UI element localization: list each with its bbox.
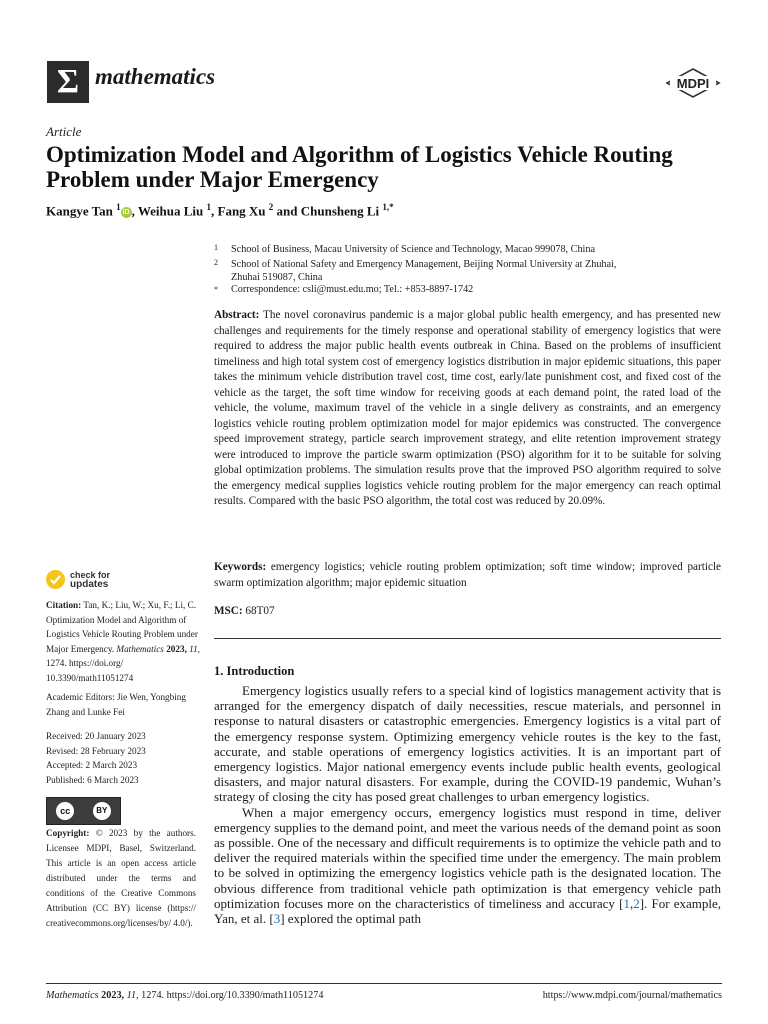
sigma-icon: Σ — [56, 63, 80, 100]
author-affil: 1,* — [382, 202, 394, 212]
citation-label: Citation: — [46, 600, 82, 610]
keywords — [214, 560, 721, 591]
abstract-label: Abstract: — [214, 309, 260, 321]
editors-label: Academic Editors: — [46, 692, 115, 702]
academic-editors — [46, 690, 201, 719]
author-list — [46, 202, 394, 219]
copyright-label: Copyright: — [46, 828, 90, 838]
author-name[interactable]: Kangye Tan — [46, 203, 113, 219]
editors-names: Jie Wen, Yongbing Zhang and Lunke Fei — [46, 692, 186, 717]
citation-text: Tan, K.; Liu, W.; Xu, F.; Li, C. Optimization Model and Algorithm of Logistics Vehicle Routing Problem under Major Emergency. — [46, 600, 198, 654]
citation-volume: 11, — [189, 643, 200, 654]
intro-paragraph-1: Emergency logistics usually refers to a special kind of logistics management activity that is arranged for the emergency dispatch of daily necessities, rescue materials, and personnel in response to natural disasters or catastrophic emergencies. Emergency logistics is a vital part of the emergency response system. Optimizing emergency vehicle routes is the key to the fast, accurate, and stable operations of emergency logistics activities. It is an important part of emergency logistics. Major national emergency events include public health events, geological disasters, and major natural disasters. For example, during the COVID-19 pandemic, Wuhan’s strategy of closing the city has posed great challenges to urban emergency logistics. — [214, 683, 721, 805]
msc — [214, 605, 275, 617]
footer-journal: Mathematics — [46, 990, 99, 1001]
revised-date: Revised: 28 February 2023 — [46, 745, 146, 756]
abstract-text: The novel coronavirus pandemic is a major global public health emergency, and has presented new challenges and requirements for the timely response and operational stability of emergency logistics that were required to address the major public health events outbreak in China. Based on the problems of insufficient timeliness and high total system cost of emergency logistics distribution in major epidemic situations, this paper takes the minimum vehicle distribution travel cost, time cost, early/late punishment cost, and fixed cost of the vehicle as the target, the soft time window for receiving goods at each demand point, the rated load of the vehicle, the volume, maximum travel of the vehicle in a single delivery as constraints, and an emergency logistics vehicle routing problem optimization model for major epidemics was constructed. The convergence speed improvement strategy, particle search improvement strategy, and elite retention improvement strategy were introduced to improve the particle swarm optimization (PSO) algorithm for it to be suitable for solving global optimization problems. The simulation results prove that the improved PSO algorithm required to solve the emergency medical supplies logistics vehicle routing problem for the major emergency can reach optimal results. Compared with the basic PSO algorithm, the total cost was reduced by 20.09%. — [214, 309, 721, 507]
author-name[interactable]: Weihua Liu — [137, 203, 204, 219]
footer-volume: 11, — [126, 990, 139, 1001]
citation-journal: Mathematics — [116, 643, 164, 654]
msc-label: MSC: — [214, 605, 243, 617]
author-affil: 1 — [206, 202, 211, 212]
received-date: Received: 20 January 2023 — [46, 731, 146, 741]
keywords-text: emergency logistics; vehicle routing problem optimization; soft time window; improved particle swarm optimization algorithm; major epidemic situation — [214, 561, 721, 589]
correspondence — [214, 283, 473, 296]
mdpi-logo — [665, 68, 721, 103]
affiliation-1 — [214, 243, 595, 256]
footer-journal-url[interactable]: https://www.mdpi.com/journal/mathematics — [542, 990, 722, 1001]
published-date: Published: 6 March 2023 — [46, 774, 139, 785]
author-sep: , — [211, 203, 218, 219]
footer-doi[interactable]: 1274. https://doi.org/10.3390/math11051274 — [141, 990, 324, 1001]
by-icon: BY — [93, 802, 111, 820]
intro-text: ] explored the optimal path — [280, 911, 421, 927]
keywords-label: Keywords: — [214, 561, 267, 573]
cc-icon: cc — [56, 802, 74, 820]
check-updates-icon — [46, 570, 65, 589]
correspondence-text: Correspondence: csli@must.edu.mo; Tel.: +853-8897-1742 — [231, 284, 474, 295]
mdpi-logo-icon — [665, 68, 721, 98]
affiliation-text: Zhuhai 519087, China — [231, 272, 323, 283]
abstract — [214, 308, 721, 510]
footer-year: 2023, — [101, 990, 125, 1001]
affiliation-number: 2 — [214, 258, 218, 267]
mdpi-logo-text: MDPI — [676, 76, 710, 91]
citation-link[interactable]: 3 — [273, 911, 281, 927]
intro-paragraph-2 — [214, 805, 721, 927]
affiliation-text: School of National Safety and Emergency Management, Beijing Normal University at Zhuhai, — [231, 259, 617, 270]
copyright-text: © 2023 by the authors. Licensee MDPI, Basel, Switzerland. This article is an open access article distributed under the terms and conditions of the Creative Commons Attribution (CC BY) license (https:// creativecommons.org/licenses/by/ 4.0/). — [46, 828, 196, 928]
citation-link[interactable]: 1 — [623, 895, 630, 911]
citation-year: 2023, — [166, 643, 187, 654]
intro-text: When a major emergency occurs, emergency logistics must respond in time, deliver emergency supplies to the demand point, and meet the various needs of the demand point as soon as possible. One of the necessary and difficult requirements is to optimize the vehicle path and to deliver the required materials within the specified time under the emergency. The main problem to be solved in optimizing the emergency logistics vehicle path is the designated location. The obvious difference from traditional vehicle path optimization is that emergency vehicle path optimization focuses more on the characteristics of timeliness and accuracy [ — [214, 804, 721, 911]
journal-logo — [47, 61, 89, 103]
copyright-block — [46, 826, 196, 931]
article-type: Article — [46, 124, 82, 139]
affiliation-2 — [214, 258, 616, 284]
msc-code: 68T07 — [245, 605, 275, 617]
footer-citation — [46, 990, 323, 1001]
author-name[interactable]: Chunsheng Li — [300, 203, 380, 219]
affiliation-number: * — [214, 285, 218, 294]
check-updates-line1: check for — [70, 569, 111, 580]
intro-text: , — [629, 895, 634, 911]
section-divider — [214, 638, 721, 639]
footer-divider — [46, 983, 722, 984]
intro-text: ]. For example, Yan, et al. [ — [214, 895, 722, 927]
introduction-body — [214, 683, 721, 926]
check-updates-line2: updates — [70, 578, 109, 590]
affiliation-number: 1 — [214, 243, 218, 252]
author-sep: , — [131, 203, 138, 219]
check-updates-label — [70, 571, 110, 589]
citation-link[interactable]: 2 — [633, 895, 640, 911]
affiliation-text: School of Business, Macau University of Science and Technology, Macao 999078, China — [231, 244, 595, 255]
author-name[interactable]: Fang Xu — [217, 203, 266, 219]
check-for-updates[interactable] — [46, 570, 110, 589]
citation-block — [46, 598, 201, 686]
citation-doi[interactable]: 1274. https://doi.org/ 10.3390/math11051274 — [46, 658, 134, 683]
article-title: Optimization Model and Algorithm of Logistics Vehicle Routing Problem under Major Emergency — [46, 142, 673, 192]
author-affil: 1 — [116, 202, 121, 212]
accepted-date: Accepted: 2 March 2023 — [46, 760, 138, 771]
dates-block — [46, 729, 201, 787]
author-affil: 2 — [268, 202, 274, 212]
cc-by-license-badge[interactable] — [46, 797, 121, 825]
journal-name: mathematics — [95, 64, 216, 89]
author-sep: and — [273, 203, 301, 219]
section-heading: 1. Introduction — [214, 664, 295, 678]
orcid-icon[interactable]: iD — [122, 209, 130, 217]
